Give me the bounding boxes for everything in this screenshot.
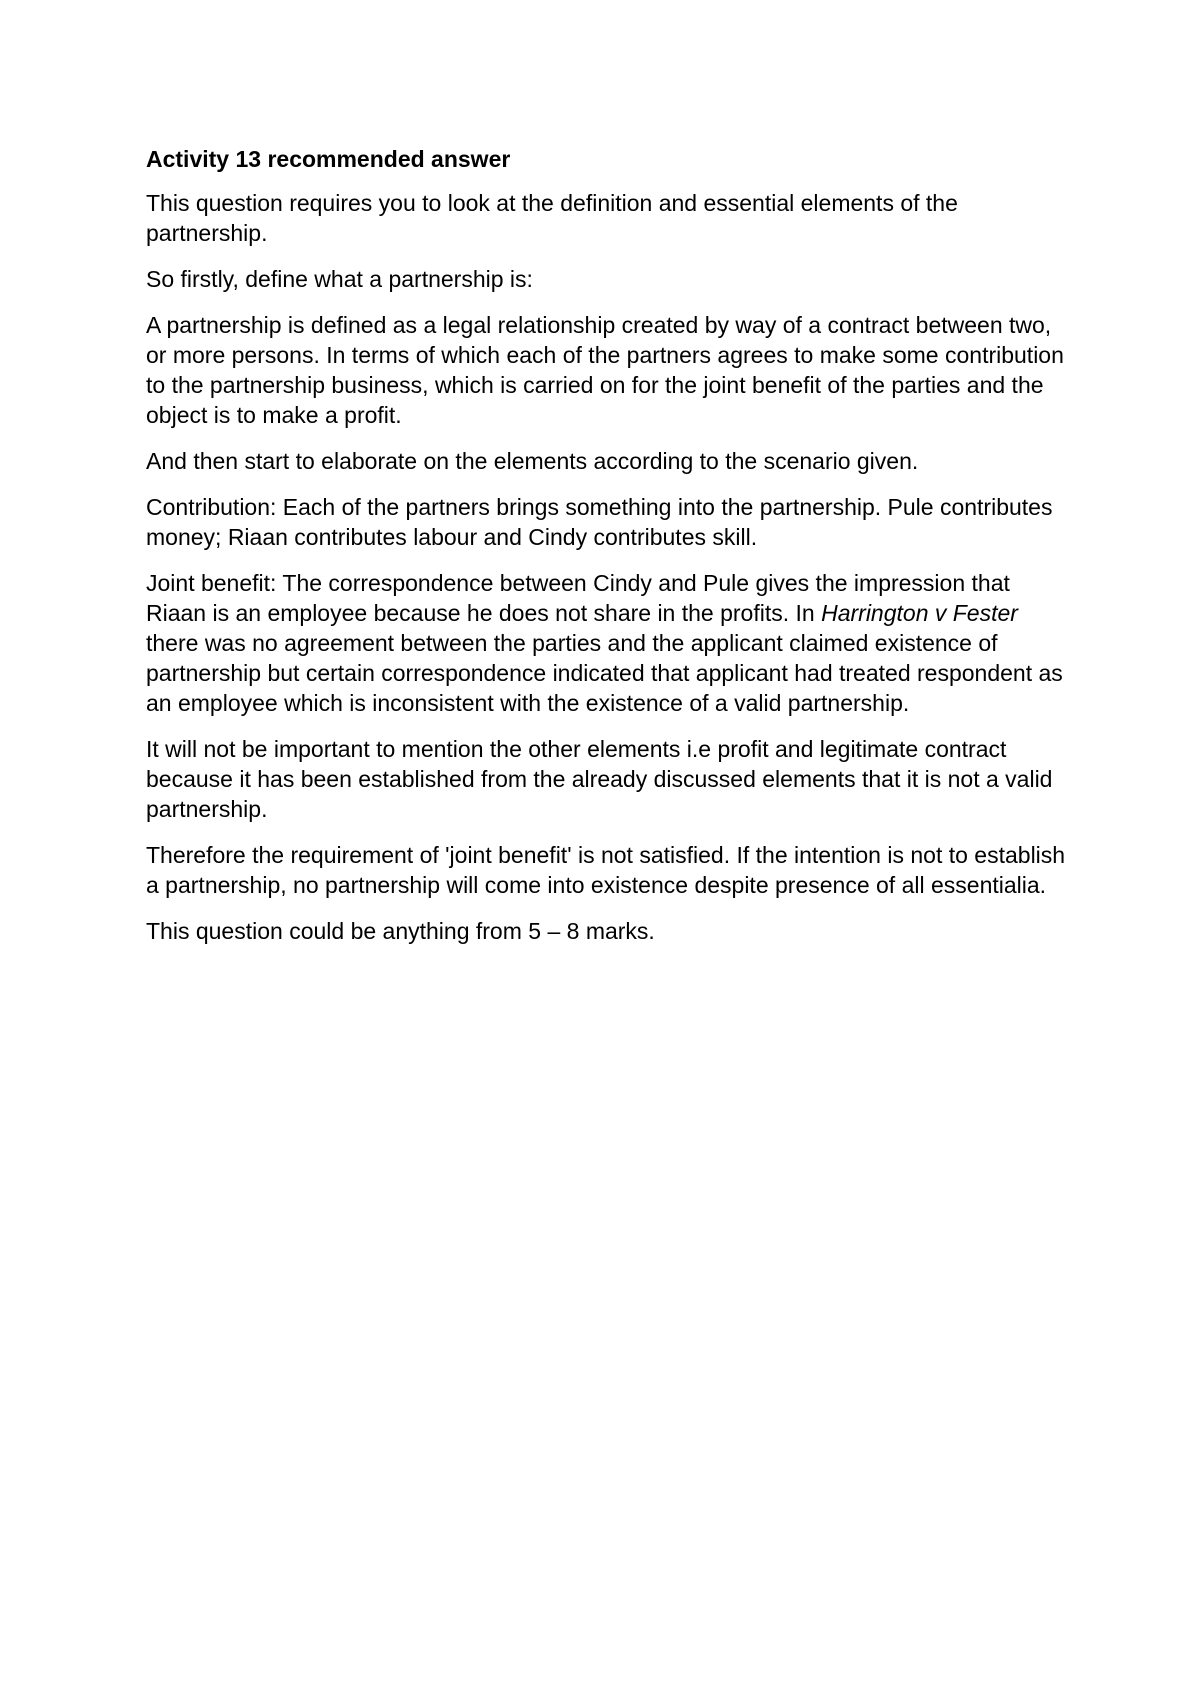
elaborate-paragraph: And then start to elaborate on the elements according to the scenario given.	[146, 448, 919, 474]
activity-heading: Activity 13 recommended answer	[146, 146, 511, 172]
conclusion-paragraph: Therefore the requirement of 'joint benefit' is not satisfied. If the intention is not to establish a partnership, no partnership will come into existence despite presence of all essentialia.	[146, 842, 1066, 898]
joint-benefit-text-end: there was no agreement between the parties and the applicant claimed existence of partnership but certain correspondence indicated that applicant had treated respondent as an employee which is inconsistent with the existence of a valid partnership.	[146, 630, 1063, 716]
other-elements-paragraph: It will not be important to mention the other elements i.e profit and legitimate contract because it has been established from the already discussed elements that it is not a valid partnership.	[146, 736, 1053, 822]
contribution-paragraph: Contribution: Each of the partners brings something into the partnership. Pule contributes money; Riaan contributes labour and Cindy contributes skill.	[146, 494, 1053, 550]
intro-paragraph: This question requires you to look at the definition and essential elements of the partnership.	[146, 190, 958, 246]
joint-benefit-text-start: Joint benefit: The correspondence between Cindy and Pule gives the impression that Riaan is an employee because he does not share in the profits. In	[146, 570, 1010, 626]
marks-paragraph: This question could be anything from 5 – 8 marks.	[146, 918, 655, 944]
define-prompt-paragraph: So firstly, define what a partnership is:	[146, 266, 533, 292]
case-name: Harrington v Fester	[821, 600, 1018, 626]
joint-benefit-paragraph	[146, 568, 1076, 718]
document-body	[146, 144, 1076, 962]
definition-paragraph: A partnership is defined as a legal relationship created by way of a contract between two, or more persons. In terms of which each of the partners agrees to make some contribution to the partnership business, which is carried on for the joint benefit of the parties and the object is to make a profit.	[146, 312, 1064, 428]
